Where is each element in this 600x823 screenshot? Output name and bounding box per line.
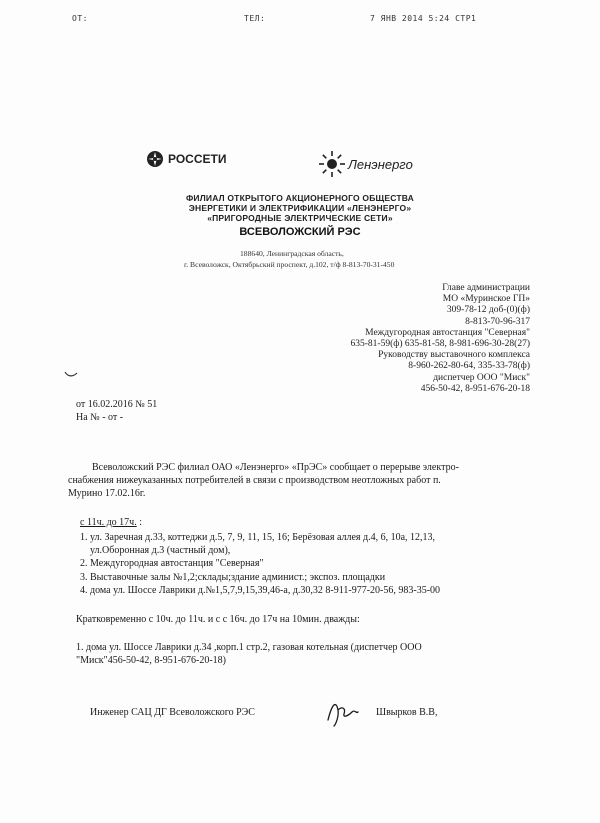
outage-item-2: 2. Междугородная автостанция "Северная"	[80, 558, 264, 569]
short-outage-heading: Кратковременно с 10ч. до 11ч. и с с 16ч. до 17ч на 10мин. дважды:	[76, 614, 360, 625]
outage-item-3: 3. Выставочные залы №1,2;склады;здание админист.; экспоз. площадки	[80, 572, 386, 583]
recipient-line: 309-78-12 доб-(0)(ф)	[446, 305, 530, 316]
recipient-line: диспетчер ООО "Миск"	[433, 372, 530, 383]
recipient-line: 8-960-262-80-64, 335-33-78(ф)	[408, 361, 530, 372]
outage-time-range: с 11ч. до 17ч.	[80, 517, 137, 528]
fax-from-label: ОТ:	[72, 14, 88, 23]
lenenergo-sun-icon	[318, 150, 346, 178]
signer-name: Швырков В.В,	[376, 707, 438, 718]
rosseti-emblem-icon	[146, 150, 164, 168]
scan-mark-icon	[64, 370, 78, 378]
outgoing-ref-line: от 16.02.2016 № 51	[76, 399, 158, 410]
org-header-line1: ФИЛИАЛ ОТКРЫТОГО АКЦИОНЕРНОГО ОБЩЕСТВА	[185, 193, 415, 203]
body-paragraph-line3: Мурино 17.02.16г.	[68, 488, 146, 499]
outage-item-1-line1: 1. ул. Заречная д.33, коттеджи д.5, 7, 9, 11, 15, 16; Берёзовая аллея д.4, 6, 10а, 12,13,	[80, 532, 436, 543]
short-outage-item-line1: 1. дома ул. Шоссе Лаврики д.34 ,корп.1 стр.2, газовая котельная (диспетчер ООО	[76, 642, 422, 653]
short-outage-item-line2: "Миск"456-50-42, 8-951-676-20-18)	[76, 655, 227, 666]
outage-item-4: 4. дома ул. Шоссе Лаврики д.№1,5,7,9,15,39,46-а, д.30,32 8-911-977-20-56, 983-35-00	[80, 585, 441, 596]
recipient-line: Руководству выставочного комплекса	[378, 350, 530, 361]
fax-timestamp: 7 ЯНВ 2014 5:24 СТР1	[370, 14, 477, 23]
recipient-line: Главе администрации	[442, 283, 530, 293]
outage-time-heading	[80, 517, 142, 529]
recipient-line: Междугородная автостанция "Северная"	[365, 327, 530, 338]
recipient-line: МО «Муринское ГП»	[442, 294, 530, 305]
outage-time-colon: :	[139, 517, 142, 528]
rosseti-wordmark: РОССЕТИ	[168, 152, 227, 166]
incoming-ref-line: На № - от -	[76, 412, 124, 423]
recipient-line: 456-50-42, 8-951-676-20-18	[420, 383, 530, 394]
fax-tel-label: ТЕЛ:	[244, 14, 266, 23]
body-paragraph-line2: снабжения нижеуказанных потребителей в связи с производством неотложных работ п.	[68, 475, 441, 486]
lenenergo-logo	[318, 150, 413, 178]
org-header-line3: «ПРИГОРОДНЫЕ ЭЛЕКТРИЧЕСКИЕ СЕТИ»	[207, 213, 393, 223]
logos-row	[0, 150, 600, 186]
org-address-line1: 188640, Ленинградская область,	[240, 249, 344, 258]
body-paragraph-line1: Всеволожский РЭС филиал ОАО «Ленэнерго» «ПрЭС» сообщает о перерыве электро-	[92, 462, 459, 473]
res-title: ВСЕВОЛОЖСКИЙ РЭС	[239, 226, 361, 238]
rosseti-logo	[146, 150, 226, 168]
outage-item-1-line2: ул.Оборонная д.3 (частный дом),	[90, 545, 231, 556]
signer-position: Инженер САЦ ДГ Всеволожского РЭС	[90, 707, 255, 718]
recipients-block	[351, 283, 531, 395]
recipient-line: 635-81-59(ф) 635-81-58, 8-981-696-30-28(27)	[350, 339, 530, 350]
recipient-line: 8-813-70-96-317	[465, 316, 530, 327]
handwritten-signature-icon	[322, 696, 362, 730]
org-header-line2: ЭНЕРГЕТИКИ И ЭЛЕКТРИФИКАЦИИ «ЛЕНЭНЕРГО»	[188, 203, 412, 213]
lenenergo-wordmark: Ленэнерго	[348, 156, 413, 172]
org-address-line2: г. Всеволожск, Октябрьский проспект, д.102, т/ф 8-813-70-31-450	[184, 260, 395, 269]
